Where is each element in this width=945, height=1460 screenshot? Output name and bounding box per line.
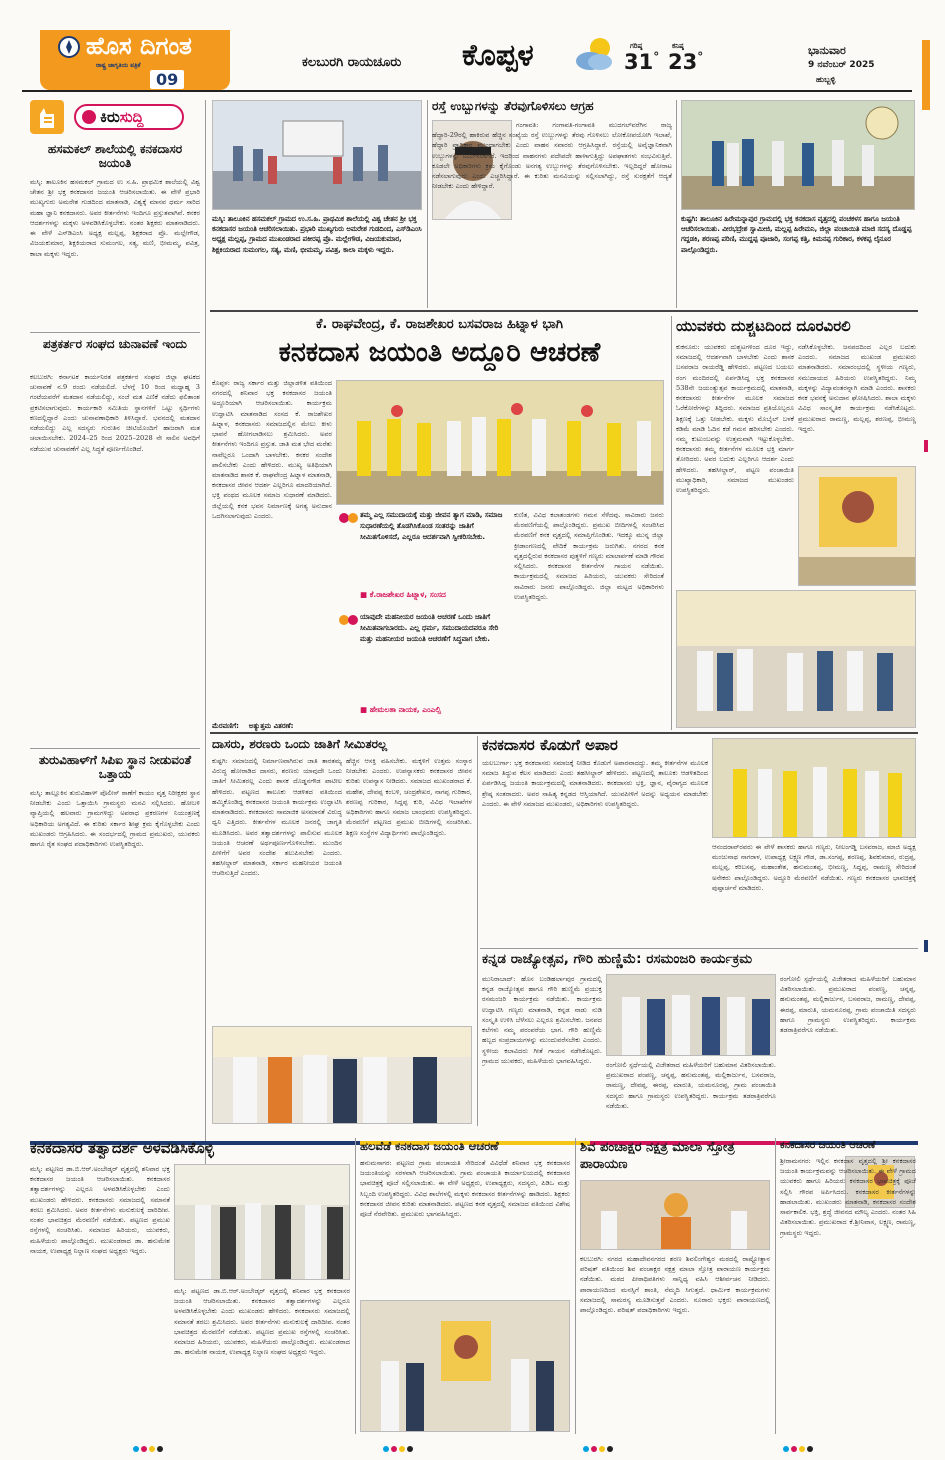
bottom-a-body: ಮಸ್ಕಿ: ಪಟ್ಟಣದ ಡಾ.ಬಿ.ಆರ್.ಅಂಬೇಡ್ಕರ್ ವೃತ್ತದಲ್ಲಿ ಶನಿವಾರ ಭಕ್ತ ಕನಕದಾಸರ ಜಯಂತಿ ಆಚರಿಸಲಾಯಿತು. ಕನಕದಾಸರ ತತ್ವಾದರ್ಶಗಳನ್ನು ಎಲ್ಲರೂ ಅಳವಡಿಸಿಕೊಳ್ಳಬೇಕು ಎಂದು ಮುಖಂಡರು ಹೇಳಿದರು. ಕನಕದಾಸರು ಸಮಾಜದಲ್ಲಿ ಸಮಾನತೆ ತರಲು ಶ್ರಮಿಸಿದರು. ಅವರ ಕೀರ್ತನೆಗಳು ಮನುಕುಲಕ್ಕೆ ದಾರಿದೀಪ. ನಂತರ ಭಾವಚಿತ್ರದ ಮೆರವಣಿಗೆ ನಡೆಯಿತು. ಪಟ್ಟಣದ ಪ್ರಮುಖ ರಸ್ತೆಗಳಲ್ಲಿ ಸಂಚರಿಸಿತು. ಸಮಾಜದ ಹಿರಿಯರು, ಯುವಕರು, ಮಹಿಳೆಯರು ಪಾಲ್ಗೊಂಡಿದ್ದರು. ಮುಖಂಡರಾದ ಡಾ. ಹನುಮೇಶ ನಾಯಕ, ಉಪಾಧ್ಯಕ್ಷ ನಿಲ್ದಾಣ ಸಂಘದ ಅಧ್ಯಕ್ಷರು ಇದ್ದರು. bbox=[30, 1165, 170, 1255]
masthead-rule bbox=[22, 90, 912, 92]
procession-label: ಮೆರವಣಿಗೆ: bbox=[212, 722, 239, 730]
column-divider bbox=[676, 100, 677, 308]
bottom-c-photo bbox=[580, 1180, 770, 1250]
bottom-b-body: ಹನುಮಸಾಗರ: ಪಟ್ಟಣದ ಗ್ರಾಮ ಪಂಚಾಯತಿ ಸೇರಿದಂತೆ ವಿವಿಧೆಡೆ ಶನಿವಾರ ಭಕ್ತ ಕನಕದಾಸರ ಜಯಂತಿಯನ್ನು ಸರಳವಾಗಿ ಆಚರಿಸಲಾಯಿತು. ಗ್ರಾಮ ಪಂಚಾಯತಿ ಕಾರ್ಯಾಲಯದಲ್ಲಿ ಕನಕದಾಸರ ಭಾವಚಿತ್ರಕ್ಕೆ ಪೂಜೆ ಸಲ್ಲಿಸಲಾಯಿತು. ಈ ವೇಳೆ ಅಧ್ಯಕ್ಷರು, ಉಪಾಧ್ಯಕ್ಷರು, ಸದಸ್ಯರು, ಪಿಡಿಒ ಮತ್ತು ಸಿಬ್ಬಂದಿ ಉಪಸ್ಥಿತರಿದ್ದರು. ವಿವಿಧ ಶಾಲೆಗಳಲ್ಲಿ ಮಕ್ಕಳು ಕನಕದಾಸರ ಕೀರ್ತನೆಗಳನ್ನು ಹಾಡಿದರು. ಶಿಕ್ಷಕರು ಕನಕದಾಸರ ಜೀವನ ಕುರಿತು ಮಾತನಾಡಿದರು. ಪಟ್ಟಣದ ಕನಕ ವೃತ್ತದಲ್ಲಿ ಸಮಾಜದ ವತಿಯಿಂದ ವಿಶೇಷ ಪೂಜೆ ನೆರವೇರಿತು. ಪ್ರಮುಖರು ಭಾಗವಹಿಸಿದ್ದರು. bbox=[360, 1159, 570, 1219]
bottom-a-title: ಕನಕದಾಸರ ತತ್ವಾದರ್ಶ ಅಳವಡಿಸಿಕೊಳ್ಳಿ bbox=[30, 1139, 214, 1157]
quote-1-byline: ■ ಕೆ.ರಾಜಶೇಖರ ಹಿಟ್ನಾಳ, ಸಂಸದ bbox=[360, 590, 446, 599]
region-list: ಕಲಬುರಗಿ ರಾಯಚೂರು bbox=[302, 55, 402, 70]
kirusuddi-story-3-title: ತುರುವಿಹಾಳ್‌ಗೆ ಸಿಪಿಐ ಸ್ಥಾನ ನೀಡುವಂತೆ ಒತ್ತಾಯ bbox=[38, 753, 192, 781]
logo-icon bbox=[58, 36, 80, 58]
lead-body-col3: ಕುಣಿತ, ವಿವಿಧ ಕಲಾತಂಡಗಳು ಗಮನ ಸೆಳೆದವು. ಸಾವಿರಾರು ಜನರು ಮೆರವಣಿಗೆಯಲ್ಲಿ ಪಾಲ್ಗೊಂಡಿದ್ದರು. ಪ್ರಮುಖ ಬೀದಿಗಳಲ್ಲಿ ಸಂಚರಿಸಿದ ಮೆರವಣಿಗೆ ಕನಕ ವೃತ್ತದಲ್ಲಿ ಸಮಾಪ್ತಿಗೊಂಡಿತು. ಇದಕ್ಕೂ ಮುನ್ನ ಜಿಲ್ಲಾ ಕ್ರೀಡಾಂಗಣದಲ್ಲಿ ವೇದಿಕೆ ಕಾರ್ಯಕ್ರಮ ಜರುಗಿತು. ನಗರದ ಕನಕ ವೃತ್ತದಲ್ಲಿರುವ ಕನಕದಾಸರ ಪುತ್ಥಳಿಗೆ ಗಣ್ಯರು ಮಾಲಾರ್ಪಣೆ ಮಾಡಿ ಗೌರವ ಸಲ್ಲಿಸಿದರು. ಕನಕದಾಸರ ಕೀರ್ತನೆಗಳ ಗಾಯನ ನಡೆಯಿತು. ಕಾರ್ಯಕ್ರಮದಲ್ಲಿ ಸಮಾಜದ ಹಿರಿಯರು, ಯುವಕರು ಸೇರಿದಂತೆ ಸಾವಿರಾರು ಜನರು ಪಾಲ್ಗೊಂಡಿದ್ದರು. ಜಿಲ್ಲಾ ಮಟ್ಟದ ಅಧಿಕಾರಿಗಳು ಉಪಸ್ಥಿತರಿದ್ದರು. bbox=[514, 511, 664, 601]
rajyotsava-story-body: ಮುನಿರಾಬಾದ್: ಹೊಸ ಬಂಡಿಹರ್ಲಾಪುರ ಗ್ರಾಮದಲ್ಲಿ ಕನ್ನಡ ರಾಜ್ಯೋತ್ಸವ ಹಾಗೂ ಗೌರಿ ಹುಣ್ಣಿಮೆ ಪ್ರಯುಕ್ತ ರಸಮಂಜರಿ ಕಾರ್ಯಕ್ರಮ ನಡೆಯಿತು. ಕಾರ್ಯಕ್ರಮ ಉದ್ಘಾಟಿಸಿ ಗಣ್ಯರು ಮಾತನಾಡಿ, ಕನ್ನಡ ನಾಡು ನುಡಿ ಸಂಸ್ಕೃತಿ ಉಳಿಸಿ ಬೆಳೆಸಲು ಎಲ್ಲರೂ ಶ್ರಮಿಸಬೇಕು. ಜನಪದ ಕಲೆಗಳು ನಮ್ಮ ಪರಂಪರೆಯ ಭಾಗ. ಗೌರಿ ಹುಣ್ಣಿಮೆ ಹಬ್ಬದ ಸಂಪ್ರದಾಯಗಳನ್ನು ಮುಂದುವರೆಸಬೇಕು ಎಂದರು. ಸ್ಥಳೀಯ ಕಲಾವಿದರು ಗೀತೆ ಗಾಯನ ನಡೆಸಿಕೊಟ್ಟರು. ಗ್ರಾಮದ ಯುವಕರು, ಮಹಿಳೆಯರು ಭಾಗವಹಿಸಿದ್ದರು. bbox=[482, 975, 602, 1065]
divider bbox=[30, 332, 200, 333]
column-divider bbox=[671, 316, 672, 730]
youth-crowd-photo bbox=[676, 590, 916, 728]
kirusuddi-header bbox=[30, 100, 200, 136]
school-photo bbox=[212, 100, 422, 210]
weekday: ಭಾನುವಾರ bbox=[808, 44, 846, 57]
weather-icon bbox=[572, 34, 618, 74]
issue-city: ಹುಬ್ಬಳ್ಳಿ bbox=[816, 75, 836, 84]
bottom-color-band bbox=[30, 1130, 918, 1134]
bottom-b-title: ಹಲವೆಡೆ ಕನಕದಾಸ ಜಯಂತಿ ಆಚರಣೆ bbox=[360, 1139, 499, 1153]
bottom-b-photo bbox=[360, 1300, 570, 1432]
kushtagi-photo bbox=[681, 100, 915, 210]
youth-story-body: ಕುಕನೂರು: ಯುವಕರು ದುಶ್ಚಟಗಳಿಂದ ದೂರ ಇದ್ದು, ಸಮಾಜದಲ್ಲಿ ಆದರ್ಶವಾಗಿ ಬಾಳಬೇಕು ಎಂದು ಶಾಸಕ ಬಸವರಾಜ ರಾಯರೆಡ್ಡಿ ಹೇಳಿದರು. ಪಟ್ಟಣದ ಬಯಲು ರಂಗ ಮಂದಿರದಲ್ಲಿ ಏರ್ಪಡಿಸಿದ್ದ ಭಕ್ತ ಕನಕದಾಸರ 538ನೇ ಜಯಂತ್ಯುತ್ಸವ ಕಾರ್ಯಕ್ರಮದಲ್ಲಿ ಮಾತನಾಡಿ, ಕನಕದಾಸರು ಕೀರ್ತನೆಗಳ ಮೂಲಕ ಸಮಾಜದ ಓರೆಕೋರೆಗಳನ್ನು ತಿದ್ದಿದರು. ಸಮಾಜದ ಪ್ರತಿಯೊಬ್ಬರೂ ಶಿಕ್ಷಣಕ್ಕೆ ಒತ್ತು ನೀಡಬೇಕು. ಮಕ್ಕಳು ಮೊಬೈಲ್ ಬಳಕೆ ಕಡಿಮೆ ಮಾಡಿ ಓದಿನ ಕಡೆ ಗಮನ ಹರಿಸಬೇಕು ಎಂದರು. ನಮ್ಮ ಕುಟುಂಬವನ್ನು ಉತ್ತಮವಾಗಿ ಇಟ್ಟುಕೊಳ್ಳಬೇಕು. ಕನಕದಾಸರು ತಮ್ಮ ಕೀರ್ತನೆಗಳ ಮೂಲಕ ಭಕ್ತಿ ಮಾರ್ಗ ತೋರಿದರು. ಅವರ ಬದುಕು ಎಲ್ಲರಿಗೂ ಆದರ್ಶ ಎಂದು ಹೇಳಿದರು. ತಹಸೀಲ್ದಾರ್, ಪಟ್ಟಣ ಪಂಚಾಯಿತಿ ಮುಖ್ಯಾಧಿಕಾರಿ, ಸಮಾಜದ ಮುಖಂಡರು ಉಪಸ್ಥಿತರಿದ್ದರು. bbox=[676, 343, 794, 495]
koduge-story-title: ಕನಕದಾಸರ ಕೊಡುಗೆ ಅಪಾರ bbox=[482, 736, 618, 754]
kirusuddi-label-2: ಸುದ್ದಿ bbox=[119, 108, 144, 126]
column-divider bbox=[355, 1138, 356, 1434]
brand-name: ಹೊಸ ದಿಗಂತ bbox=[86, 32, 192, 60]
bottom-c-body: ಕಲಬುರಗಿ: ನಗರದ ಮಹಾದೇವನಗರದ ಶರಣ ಶಿವಲಿಂಗೇಶ್ವರ ಮಠದಲ್ಲಿ ರಾಷ್ಟ್ರೋತ್ಥಾನ ಪರಿಷತ್ ವತಿಯಿಂದ ಶಿವ ಪಂಚಾಕ್ಷರ ನಕ್ಷತ್ರ ಮಾಲಾ ಸ್ತೋತ್ರ ಪಾರಾಯಣ ಕಾರ್ಯಕ್ರಮ ನಡೆಯಿತು. ಮಠದ ಪೀಠಾಧಿಪತಿಗಳು ಸಾನ್ನಿಧ್ಯ ವಹಿಸಿ ಆಶೀರ್ವಚನ ನೀಡಿದರು. ಪಾರಾಯಣದಿಂದ ಮನಸ್ಸಿಗೆ ಶಾಂತಿ, ನೆಮ್ಮದಿ ಸಿಗುತ್ತದೆ. ಧಾರ್ಮಿಕ ಕಾರ್ಯಕ್ರಮಗಳು ಸಮಾಜದಲ್ಲಿ ಸಾಮರಸ್ಯ ಮೂಡಿಸುತ್ತವೆ ಎಂದರು. ನೂರಾರು ಭಕ್ತರು ಪಾರಾಯಣದಲ್ಲಿ ಪಾಲ್ಗೊಂಡಿದ್ದರು. ಪರಿಷತ್ ಪದಾಧಿಕಾರಿಗಳು ಇದ್ದರು. bbox=[580, 1255, 770, 1315]
procession-subhead bbox=[212, 722, 502, 731]
dasaru-story-body: ಕುಷ್ಟಗಿ: ಸಮಾಜದಲ್ಲಿ ನಿರ್ಮಾಣವಾಗಿರುವ ಜಾತಿ ತಾರತಮ್ಯ ವಿರುದ್ಧ ಹೋರಾಡಿದ ದಾಸರು, ಶರಣರು ಯಾವುದೇ ಒಂದು ಜಾತಿಗೆ ಸೀಮಿತರಲ್ಲ ಎಂದು ಶಾಸಕ ದೊಡ್ಡನಗೌಡ ಪಾಟೀಲ ಹೇಳಿದರು. ಪಟ್ಟಣದ ತಾಲೂಕು ಆಡಳಿತದ ವತಿಯಿಂದ ಹಮ್ಮಿಕೊಂಡಿದ್ದ ಕನಕದಾಸರ ಜಯಂತಿ ಕಾರ್ಯಕ್ರಮ ಉದ್ಘಾಟಿಸಿ ಮಾತನಾಡಿದರು. ಕನಕದಾಸರು ಸಾಮಾಜಿಕ ಅಸಮಾನತೆ ವಿರುದ್ಧ ಧ್ವನಿ ಎತ್ತಿದರು. ಕೀರ್ತನೆಗಳ ಮೂಲಕ ಜನರಲ್ಲಿ ಜಾಗೃತಿ ಮೂಡಿಸಿದರು. ಅವರ ತತ್ವಾದರ್ಶಗಳನ್ನು ಪಾಲಿಸುವ ಮೂಲಕ ಜಯಂತಿ ಆಚರಣೆ ಅರ್ಥಪೂರ್ಣಗೊಳಿಸಬೇಕು. ಮುಂದಿನ ಪೀಳಿಗೆಗೆ ಅವರ ಸಂದೇಶ ತಲುಪಿಸಬೇಕು ಎಂದರು. ತಹಸೀಲ್ದಾರ್ ಮಾತನಾಡಿ, ಸರ್ಕಾರ ಮಹನೀಯರ ಜಯಂತಿ ಆಚರಿಸುತ್ತಿದೆ ಎಂದರು. bbox=[212, 757, 342, 878]
kirusuddi-story-3-body: ಮಸ್ಕಿ: ತಾಲ್ಲೂಕಿನ ತುರುವಿಹಾಳ್ ಪೊಲೀಸ್ ಠಾಣೆಗೆ ಕಾಯಂ ವೃತ್ತ ನಿರೀಕ್ಷಕರ ಸ್ಥಾನ ನೀಡಬೇಕು ಎಂದು ಒತ್ತಾಯಿಸಿ ಗ್ರಾಮಸ್ಥರು ಮನವಿ ಸಲ್ಲಿಸಿದರು. ಹೋಬಳಿ ವ್ಯಾಪ್ತಿಯಲ್ಲಿ ಹಲವಾರು ಗ್ರಾಮಗಳಿದ್ದು ಅಪರಾಧ ಪ್ರಕರಣಗಳ ನಿಯಂತ್ರಣಕ್ಕೆ ಅಧಿಕಾರಿಯ ಅಗತ್ಯವಿದೆ. ಈ ಕುರಿತು ಸರ್ಕಾರ ಶೀಘ್ರ ಕ್ರಮ ಕೈಗೊಳ್ಳಬೇಕು ಎಂದು ಮುಖಂಡರು ಆಗ್ರಹಿಸಿದರು. ಈ ಸಂದರ್ಭದಲ್ಲಿ ಗ್ರಾಮದ ಪ್ರಮುಖರು, ಯುವಕರು ಹಾಗೂ ರೈತ ಸಂಘದ ಪದಾಧಿಕಾರಿಗಳು ಉಪಸ್ಥಿತರಿದ್ದರು. bbox=[30, 789, 200, 849]
quote-1-author: ಕೆ.ರಾಜಶೇಖರ ಹಿಟ್ನಾಳ, ಸಂಸದ bbox=[369, 590, 446, 599]
lead-body-col1: ಕೊಪ್ಪಳ: ರಾಜ್ಯ ಸರ್ಕಾರ ಮತ್ತು ಜಿಲ್ಲಾಡಳಿತ ವತಿಯಿಂದ ನಗರದಲ್ಲಿ ಶನಿವಾರ ಭಕ್ತ ಕನಕದಾಸರ ಜಯಂತಿ ಅದ್ದೂರಿಯಾಗಿ ಆಚರಿಸಲಾಯಿತು. ಕಾರ್ಯಕ್ರಮ ಉದ್ಘಾಟಿಸಿ ಮಾತನಾಡಿದ ಸಂಸದ ಕೆ. ರಾಜಶೇಖರ ಹಿಟ್ನಾಳ, ಕನಕದಾಸರು ಸಮಾಜದಲ್ಲಿನ ಮೇಲು ಕೀಳು ಭಾವನೆ ಹೋಗಲಾಡಿಸಲು ಶ್ರಮಿಸಿದರು. ಅವರ ಕೀರ್ತನೆಗಳು ಇಂದಿಗೂ ಪ್ರಸ್ತುತ. ಜಾತಿ ಮತ ಭೇದ ಮರೆತು ನಾವೆಲ್ಲರೂ ಒಂದಾಗಿ ಬಾಳಬೇಕು. ಕನಕರ ಸಂದೇಶ ಪಾಲಿಸಬೇಕು ಎಂದು ಹೇಳಿದರು. ಮುಖ್ಯ ಅತಿಥಿಯಾಗಿ ಮಾತನಾಡಿದ ಶಾಸಕ ಕೆ. ರಾಘವೇಂದ್ರ ಹಿಟ್ನಾಳ ಮಾತನಾಡಿ, ಕನಕದಾಸರ ಜೀವನ ಆದರ್ಶ ಎಲ್ಲರಿಗೂ ಮಾದರಿಯಾಗಿದೆ. ಭಕ್ತಿ ಪಂಥದ ಮೂಲಕ ಸಮಾಜ ಸುಧಾರಣೆ ಮಾಡಿದರು. ಜಿಲ್ಲೆಯಲ್ಲಿ ಕನಕ ಭವನ ನಿರ್ಮಾಣಕ್ಕೆ ಅಗತ್ಯ ಅನುದಾನ ಒದಗಿಸಲಾಗುವುದು ಎಂದರು. bbox=[212, 379, 332, 520]
bottom-a-body-2: ಮಸ್ಕಿ: ಪಟ್ಟಣದ ಡಾ.ಬಿ.ಆರ್.ಅಂಬೇಡ್ಕರ್ ವೃತ್ತದಲ್ಲಿ ಶನಿವಾರ ಭಕ್ತ ಕನಕದಾಸರ ಜಯಂತಿ ಆಚರಿಸಲಾಯಿತು. ಕನಕದಾಸರ ತತ್ವಾದರ್ಶಗಳನ್ನು ಎಲ್ಲರೂ ಅಳವಡಿಸಿಕೊಳ್ಳಬೇಕು ಎಂದು ಮುಖಂಡರು ಹೇಳಿದರು. ಕನಕದಾಸರು ಸಮಾಜದಲ್ಲಿ ಸಮಾನತೆ ತರಲು ಶ್ರಮಿಸಿದರು. ಅವರ ಕೀರ್ತನೆಗಳು ಮನುಕುಲಕ್ಕೆ ದಾರಿದೀಪ. ನಂತರ ಭಾವಚಿತ್ರದ ಮೆರವಣಿಗೆ ನಡೆಯಿತು. ಪಟ್ಟಣದ ಪ್ರಮುಖ ರಸ್ತೆಗಳಲ್ಲಿ ಸಂಚರಿಸಿತು. ಸಮಾಜದ ಹಿರಿಯರು, ಯುವಕರು, ಮಹಿಳೆಯರು ಪಾಲ್ಗೊಂಡಿದ್ದರು. ಮುಖಂಡರಾದ ಡಾ. ಹನುಮೇಶ ನಾಯಕ, ಉಪಾಧ್ಯಕ್ಷ ನಿಲ್ದಾಣ ಸಂಘದ ಅಧ್ಯಕ್ಷರು ಇದ್ದರು. bbox=[174, 1287, 350, 1357]
school-photo-caption: ಮಸ್ಕಿ: ತಾಲೂಕಿನ ಹಸಮಕಲ್ ಗ್ರಾಮದ ಉ.ಸ.ಹಿ. ಪ್ರಾಥಮಿಕ ಶಾಲೆಯಲ್ಲಿ ವಿಶ್ವ ಚೇತನ ಶ್ರೀ ಭಕ್ತ ಕನಕದಾಸರ ಜಯಂತಿ ಆಚರಿಸಲಾಯಿತು. ಪ್ರಭಾರಿ ಮುಖ್ಯಗುರು ಅಮರೇಶ ಗುಡದಿಂದ, ಎಸ್‌ಡಿಎಂಸಿ ಅಧ್ಯಕ್ಷ ಮಲ್ಲಪ್ಪ, ಗ್ರಾಮದ ಮುಖಂಡರಾದ ಪಕೀರಪ್ಪ ಪ್ರೊ. ಮಲ್ಲೇಗೌಡ, ವಿಜಯಕುಮಾರ, ಶಿಕ್ಷಕಿಯರಾದ ಸುಮಂಗಲ, ಸತ್ಯ, ಮಣಿ, ಭೀಮಮ್ಮ, ಪವಿತ್ರ, ಕಾಲಾ ಮಕ್ಕಳು ಇದ್ದರು. bbox=[212, 215, 422, 254]
youth-stage-photo bbox=[798, 466, 916, 586]
youth-story-body-2: ನಡೆಸಿಕೊಳ್ಳಬೇಕು. ಜನಪದದಿಂದ ಎಲ್ಲರ ಬದುಕು ಎಂದರು. ಸಮಾಜದ ಮುಖಂಡ ಪ್ರಮುಖರು ಮಾತನಾಡಿದರು. ಸಮಾರಂಭದಲ್ಲಿ ಸ್ಥಳೀಯ ಗಣ್ಯರು, ಸಮುದಾಯದ ಹಿರಿಯರು ಉಪಸ್ಥಿತರಿದ್ದರು. ನಿಮ್ಮ ಮಕ್ಕಳನ್ನು ವಿದ್ಯಾವಂತರನ್ನಾಗಿ ಮಾಡಿ ಎಂದರು. ಶಾಸಕರು ಕನಕ ಭವನಕ್ಕೆ ಅನುದಾನ ಘೋಷಿಸಿದರು. ಶಾಲಾ ಮಕ್ಕಳು ವಿವಿಧ ಸಾಂಸ್ಕೃತಿಕ ಕಾರ್ಯಕ್ರಮ ನಡೆಸಿಕೊಟ್ಟರು. ಪ್ರಮುಖರಾದ ರಾಮಣ್ಣ, ಮಲ್ಲಪ್ಪ, ಶರಣಪ್ಪ, ಭೀಮಣ್ಣ ಇದ್ದರು. bbox=[798, 343, 916, 433]
dasaru-photo bbox=[212, 1026, 472, 1124]
issue-date: 9 ನವೆಂಬರ್ 2025 bbox=[808, 60, 875, 70]
min-temp-label: ಕನಿಷ್ಠ bbox=[672, 42, 684, 50]
koduge-story-body-2: ಆನಂದರಾವ್‌ರವರು ಈ ವೇಳೆ ಶಾಸಕರು ಹಾಗೂ ಗಣ್ಯರು, ನೀಲಂಗಡ್ಡಿ ಬಸವರಾಜ, ಮಾಜಿ ಅಧ್ಯಕ್ಷ ಮಂಜುನಾಥ ನಾಗರಾಳ, ಉಪಾಧ್ಯಕ್ಷ ಲಕ್ಷ್ಮಣ ಗೌಡ, ಡಾ.ಸಂಗಪ್ಪ, ಶರಣಪ್ಪ, ಶಿವಕುಮಾರ, ರುದ್ರಪ್ಪ, ಮಲ್ಲಪ್ಪ, ಕರಿಬಸಪ್ಪ, ಮಹಾಂತೇಶ, ಹನುಮಂತಪ್ಪ, ಭೀಮಣ್ಣ, ಸಿದ್ದಪ್ಪ, ರಾಮಣ್ಣ ಸೇರಿದಂತೆ ಅನೇಕರು ಪಾಲ್ಗೊಂಡಿದ್ದರು. ಅದ್ದೂರಿ ಮೆರವಣಿಗೆ ನಡೆಯಿತು. ಗಣ್ಯರು ಕನಕದಾಸರ ಭಾವಚಿತ್ರಕ್ಕೆ ಪುಷ್ಪಾರ್ಚನೆ ಮಾಡಿದರು. bbox=[712, 843, 916, 892]
youth-story-title: ಯುವಕರು ದುಶ್ಚಟದಿಂದ ದೂರವಿರಲಿ bbox=[676, 317, 851, 335]
brand-tagline: ರಾಷ್ಟ್ರ ಜಾಗೃತಿಯ ಪತ್ರಿಕೆ bbox=[96, 62, 141, 69]
quote-1-icon bbox=[338, 510, 358, 532]
kirusuddi-dot bbox=[82, 110, 96, 124]
koduge-story-body: ಯಲಬುರ್ಗಾ: ಭಕ್ತ ಕನಕದಾಸರು ಸಮಾಜಕ್ಕೆ ನೀಡಿದ ಕೊಡುಗೆ ಅಪಾರವಾದದ್ದು. ತಮ್ಮ ಕೀರ್ತನೆಗಳ ಮೂಲಕ ಸಮಾಜ ತಿದ್ದುವ ಕೆಲಸ ಮಾಡಿದರು ಎಂದು ತಹಸೀಲ್ದಾರ್ ಹೇಳಿದರು. ಪಟ್ಟಣದಲ್ಲಿ ತಾಲೂಕು ಆಡಳಿತದಿಂದ ಏರ್ಪಡಿಸಿದ್ದ ಜಯಂತಿ ಕಾರ್ಯಕ್ರಮದಲ್ಲಿ ಮಾತನಾಡಿದರು. ಕನಕದಾಸರು ಭಕ್ತಿ, ಜ್ಞಾನ, ವೈರಾಗ್ಯದ ಮೂಲಕ ಶ್ರೇಷ್ಠ ಸಂತರಾದರು. ಅವರ ಸಾಹಿತ್ಯ ಕನ್ನಡದ ಆಸ್ತಿಯಾಗಿದೆ. ಯುವಪೀಳಿಗೆ ಅದನ್ನು ಅಧ್ಯಯನ ಮಾಡಬೇಕು ಎಂದರು. ಈ ವೇಳೆ ಸಮಾಜದ ಮುಖಂಡರು, ಅಧಿಕಾರಿಗಳು ಉಪಸ್ಥಿತರಿದ್ದರು. bbox=[482, 759, 708, 808]
degree-sign: ° bbox=[653, 50, 660, 64]
award-label: ಅತ್ಯುತ್ತಮ ವಿತರಣೆ: bbox=[248, 722, 294, 730]
divider bbox=[210, 732, 918, 734]
dasaru-story-title: ದಾಸರು, ಶರಣರು ಒಂದು ಜಾತಿಗೆ ಸೀಮಿತರಲ್ಲ bbox=[212, 737, 388, 751]
column-divider bbox=[477, 736, 478, 1126]
column-divider bbox=[775, 1138, 776, 1434]
registration-marks bbox=[130, 1440, 945, 1452]
quote-2-byline: ■ ಹೇಮಲತಾ ನಾಯಕ, ಎಂಎಲ್ಸಿ bbox=[360, 705, 441, 714]
rajyotsava-story-body-2: ರಂಗೋಲಿ ಸ್ಪರ್ಧೆಯಲ್ಲಿ ವಿಜೇತರಾದ ಮಹಿಳೆಯರಿಗೆ ಬಹುಮಾನ ವಿತರಿಸಲಾಯಿತು. ಪ್ರಮುಖರಾದ ಪಂಪಣ್ಣ, ಚನ್ನಪ್ಪ, ಹನುಮಂತಪ್ಪ, ಮಲ್ಲಿಕಾರ್ಜುನ, ಬಸವರಾಜ, ರಾಮಣ್ಣ, ದೇವಪ್ಪ, ಈರಪ್ಪ, ಮಾರುತಿ, ಯಮನೂರಪ್ಪ, ಗ್ರಾಮ ಪಂಚಾಯಿತಿ ಸದಸ್ಯರು ಹಾಗೂ ಗ್ರಾಮಸ್ಥರು ಉಪಸ್ಥಿತರಿದ್ದರು. ಕಾರ್ಯಕ್ರಮ ತಡರಾತ್ರಿವರೆಗೂ ನಡೆಯಿತು. bbox=[606, 1061, 776, 1110]
quote-2-author: ಹೇಮಲತಾ ನಾಯಕ, ಎಂಎಲ್ಸಿ bbox=[369, 705, 441, 714]
bottom-d-title: ಕನಕದಾಸರ ಜಯಂತಿ ಆಚರಣೆ bbox=[780, 1140, 876, 1151]
quote-2-text: ಯಾವುದೇ ಮಹನೀಯರ ಜಯಂತಿ ಆಚರಣೆ ಒಂದು ಜಾತಿಗೆ ಸೀಮಿತವಾಗಬಾರದು. ಎಲ್ಲ ಧರ್ಮ, ಸಮುದಾಯದವರೂ ಸೇರಿ ಮತ್ತು ಮಹನೀಯರ ಜಯಂತಿ ಆಚರಣೆಗೆ ಸಿದ್ಧವಾಗ ಬೇಕು. bbox=[360, 613, 499, 643]
kushtagi-photo-caption: ಕುಷ್ಟಗಿ: ತಾಲೂಕಿನ ಹಿರೇಮನ್ನಾಪುರ ಗ್ರಾಮದಲ್ಲಿ ಭಕ್ತ ಕನಕದಾಸ ವೃತ್ತದಲ್ಲಿ ಪಂಚಕಳಸ ಹಾಗೂ ಜಯಂತಿ ಆಚರಿಸಲಾಯಿತು. ವೀರಭದ್ರೇಶ ಸ್ವಾಮೀಜಿ, ಮಲ್ಲಪ್ಪ ಹಿರೇಮನಿ, ಜಿಲ್ಲಾ ಪಂಚಾಯಿತಿ ಮಾಜಿ ಸದಸ್ಯ ದೊಡ್ಡಪ್ಪ ಗದ್ದಡಕಿ, ಶರಣಪ್ಪ ಪರಿಣಿ, ಮುದ್ದಪ್ಪ ಪೂಜಾರಿ, ಸಂಗಪ್ಪ ಕತ್ತಿ, ಕಿಮನಪ್ಪ ಗುರಿಕಾರ, ಕಳಕಪ್ಪ ಲೈನೂರ ಪಾಲ್ಗೊಂಡಿದ್ದರು. bbox=[681, 215, 912, 254]
column-divider bbox=[427, 100, 428, 308]
kirusuddi-story-2-body: ಕಲಬುರಗಿ: ಕರ್ನಾಟಕ ಕಾರ್ಯನಿರತ ಪತ್ರಕರ್ತರ ಸಂಘದ ಜಿಲ್ಲಾ ಘಟಕದ ಚುನಾವಣೆ ನ.9 ರಂದು ನಡೆಯಲಿದೆ. ಬೆಳಗ್ಗೆ 10 ರಿಂದ ಮಧ್ಯಾಹ್ನ 3 ಗಂಟೆಯವರೆಗೆ ಮತದಾನ ನಡೆಯಲಿದ್ದು, ಸಂಜೆ ಮತ ಎಣಿಕೆ ನಡೆದು ಫಲಿತಾಂಶ ಪ್ರಕಟಿಸಲಾಗುವುದು. ಕಾರ್ಯಕಾರಿ ಸಮಿತಿಯ ಸ್ಥಾನಗಳಿಗೆ ಒಟ್ಟು ಸ್ಪರ್ಧಿಗಳು ಕಣದಲ್ಲಿದ್ದಾರೆ ಎಂದು ಚುನಾವಣಾಧಿಕಾರಿ ತಿಳಿಸಿದ್ದಾರೆ. ಭವನದಲ್ಲಿ ಮತದಾನ ನಡೆಯಲಿದ್ದು ಎಲ್ಲ ಸದಸ್ಯರು ಗುರುತಿನ ಚೀಟಿಯೊಂದಿಗೆ ಹಾಜರಾಗಿ ಮತ ಚಲಾಯಿಸಬೇಕು. 2024–25 ರಿಂದ 2025–2028 ನೇ ಸಾಲಿನ ಅವಧಿಗೆ ನಡೆಯುವ ಚುನಾವಣೆಗೆ ಎಲ್ಲ ಸಿದ್ಧತೆ ಪೂರ್ಣಗೊಂಡಿದೆ. bbox=[30, 373, 200, 453]
quote-2-icon bbox=[338, 612, 358, 634]
column-divider bbox=[205, 100, 206, 1228]
brand-tab bbox=[40, 30, 230, 90]
kirusuddi-label bbox=[100, 108, 144, 126]
page-number: 09 bbox=[150, 70, 184, 89]
rajyotsava-story-title: ಕನ್ನಡ ರಾಜ್ಯೋತ್ಸವ, ಗೌರಿ ಹುಣ್ಣಿಮೆ: ರಸಮಂಜರಿ ಕಾರ್ಯಕ್ರಮ bbox=[482, 951, 753, 967]
bottom-d-body: ಶ್ರೀರಾಮನಗರ: ಇಲ್ಲಿನ ಕನಕದಾಸ ವೃತ್ತದಲ್ಲಿ ಶ್ರೀ ಕನಕದಾಸರ ಜಯಂತಿ ಕಾರ್ಯಕ್ರಮವನ್ನು ಆಚರಿಸಲಾಯಿತು. ಈ ವೇಳೆ ಗ್ರಾಮದ ಯುವಕರು ಹಾಗೂ ಹಿರಿಯರು ಕನಕದಾಸರ ಭಾವಚಿತ್ರಕ್ಕೆ ಪೂಜೆ ಸಲ್ಲಿಸಿ ಗೌರವ ಅರ್ಪಿಸಿದರು. ಕನಕದಾಸರ ಕೀರ್ತನೆಗಳನ್ನು ಹಾಡಲಾಯಿತು. ಮುಖಂಡರು ಮಾತನಾಡಿ, ಕನಕದಾಸರ ಸಂದೇಶ ಸಾರ್ವಕಾಲಿಕ. ಭಕ್ತಿ, ಶ್ರದ್ಧೆ ಜೀವನದ ಮೌಲ್ಯ ಎಂದರು. ನಂತರ ಸಿಹಿ ವಿತರಿಸಲಾಯಿತು. ಪ್ರಮುಖರಾದ ಕೆ.ಶ್ರೀನಿವಾಸ, ಲಕ್ಷ್ಮಣ, ರಾಮಣ್ಣ, ಗ್ರಾಮಸ್ಥರು ಇದ್ದರು. bbox=[780, 1157, 916, 1237]
max-temp-value: 31 bbox=[624, 50, 654, 74]
quote-1-text: ತಮ್ಮ ಎಲ್ಲ ಸಮುದಾಯಕ್ಕೆ ಮತ್ತು ಜೀವನ ತ್ಯಾಗ ಮಾಡಿ, ಸಮಾಜ ಸುಧಾರಣೆಯಲ್ಲಿ ತೊಡಗಿಸಿಕೊಂಡ ಸಂತರನ್ನು ಜಾತಿಗೆ ಸೀಮಿತಗೊಳಿಸದೆ, ಎಲ್ಲರೂ ಆದರ್ಶವಾಗಿ ಸ್ವೀಕರಿಸಬೇಕು. bbox=[360, 511, 503, 541]
min-temp bbox=[668, 50, 703, 74]
bottom-c-title: ಶಿವ ಪಂಚಾಕ್ಷರ ನಕ್ಷತ್ರ ಮಾಲಾ ಸ್ತೋತ್ರ ಪಾರಾಯಣ bbox=[580, 1140, 735, 1172]
bottom-a-photo bbox=[174, 1164, 350, 1280]
lead-kicker: ಕೆ. ರಾಘವೇಂದ್ರ, ಕೆ. ರಾಜಶೇಖರ ಬಸವರಾಜ ಹಿಟ್ನಾಳ ಭಾಗಿ bbox=[316, 317, 563, 332]
degree-sign: ° bbox=[697, 50, 704, 64]
min-temp-value: 23 bbox=[668, 50, 698, 74]
divider bbox=[30, 748, 200, 749]
rajyotsava-photo bbox=[606, 974, 776, 1056]
procession-photo bbox=[336, 380, 664, 505]
column-divider bbox=[575, 1138, 576, 1434]
kirusuddi-story-1-body: ಮಸ್ಕಿ: ತಾಲೂಕಿನ ಹಸಮಕಲ್ ಗ್ರಾಮದ ಉ ಸ.ಹಿ. ಪ್ರಾಥಮಿಕ ಶಾಲೆಯಲ್ಲಿ ವಿಶ್ವ ಚೇತನ ಶ್ರೀ ಭಕ್ತ ಕನಕದಾಸರ ಜಯಂತಿ ಆಚರಿಸಲಾಯಿತು. ಈ ವೇಳೆ ಪ್ರಭಾರಿ ಮುಖ್ಯಗುರು ಅಮರೇಶ ಗುಡದಿಂದ ಮಾತನಾಡಿ, ವಿಶ್ವಕ್ಕೆ ಮಾನವ ಧರ್ಮ ಸಾರಿದ ಮಹಾ ಜ್ಞಾನಿ ಕನಕದಾಸರು. ಅವರ ಕೀರ್ತನೆಗಳು ಇಂದಿಗೂ ಪ್ರಸ್ತುತವಾಗಿವೆ. ಕನಕರ ಆದರ್ಶಗಳನ್ನು ಮಕ್ಕಳು ಅಳವಡಿಸಿಕೊಳ್ಳಬೇಕು. ನಂತರ ಶಿಕ್ಷಕರು ಮಾತನಾಡಿದರು. ಈ ವೇಳೆ ಎಸ್‌ಡಿಎಂಸಿ ಅಧ್ಯಕ್ಷ ಮಲ್ಲಪ್ಪ, ಶಿಕ್ಷಕರಾದ ಪ್ರೊ. ಮಲ್ಲೇಗೌಡ, ವಿಜಯಕುಮಾರ, ಶಿಕ್ಷಕಿಯರಾದ ಸುಮಂಗಲ, ಸತ್ಯ, ಮಣಿ, ಭೀಮಮ್ಮ, ಪವಿತ್ರ, ಕಾಲಾ ಮಕ್ಕಳು ಇದ್ದರು. bbox=[30, 178, 200, 258]
road-story-title: ರಸ್ತೆ ಉಬ್ಬುಗಳನ್ನು ತೆರವುಗೊಳಿಸಲು ಆಗ್ರಹ bbox=[432, 99, 594, 113]
road-story-body: ಗಂಗಾವತಿ: ಗಂಗಾವತಿ-ಗಂಗಾವತಿ ಮುದಗಲ್‌ವರೆಗಿನ ರಾಜ್ಯ ಹೆದ್ದಾರಿ-29ರಲ್ಲಿ ಹಾಕಿರುವ ಹೆಚ್ಚಿನ ಸಂಖ್ಯೆಯ ರಸ್ತೆ ಉಬ್ಬುಗಳನ್ನು ತೆರವು ಗೊಳಿಸಲು ಲೋಕೋಪಯೋಗಿ ಇಲಾಖೆ, ಹೆದ್ದಾರಿ ಪ್ರಾಧಿಕಾರ ಮುಂದಾಗಬೇಕು ಎಂದು ವಾಹನ ಸವಾರರು ಆಗ್ರಹಿಸಿದ್ದಾರೆ. ರಸ್ತೆಯಲ್ಲಿ ಅವೈಜ್ಞಾನಿಕವಾಗಿ ಉಬ್ಬುಗಳನ್ನು ನಿರ್ಮಿಸಲಾಗಿದೆ. ಇದರಿಂದ ವಾಹನಗಳು ಪದೇಪದೇ ಹಾಳಾಗುತ್ತಿದ್ದು ಅಪಘಾತಗಳು ಸಂಭವಿಸುತ್ತಿವೆ. ಕೂಡಲೇ ಅಧಿಕಾರಿಗಳು ಕ್ರಮ ಕೈಗೊಂಡು ಅನಗತ್ಯ ಉಬ್ಬುಗಳನ್ನು ತೆರವುಗೊಳಿಸಬೇಕು. ಇಲ್ಲದಿದ್ದರೆ ಹೋರಾಟ ನಡೆಸಲಾಗುವುದು ಎಂದು ಎಚ್ಚರಿಸಿದ್ದಾರೆ. ಈ ಕುರಿತು ಮನವಿಯನ್ನು ಸಲ್ಲಿಸಲಾಗಿದ್ದು, ರಸ್ತೆ ಸುರಕ್ಷತೆಗೆ ಆದ್ಯತೆ ನೀಡಬೇಕು ಎಂದು ಹೇಳಿದ್ದಾರೆ. bbox=[432, 121, 672, 191]
kirusuddi-story-1-title: ಹಸಮಕಲ್ ಶಾಲೆಯಲ್ಲಿ ಕನಕದಾಸರ ಜಯಂತಿ bbox=[47, 142, 183, 170]
kirusuddi-label-1: ಕಿರು bbox=[100, 108, 120, 126]
max-temp bbox=[624, 50, 659, 74]
hand-icon bbox=[30, 100, 64, 134]
lead-headline: ಕನಕದಾಸ ಜಯಂತಿ ಅದ್ದೂರಿ ಆಚರಣೆ bbox=[278, 337, 601, 368]
divider bbox=[480, 948, 918, 949]
divider bbox=[210, 310, 918, 312]
dasaru-story-body-2: ಹೆಚ್ಚಿನ ಆಸಕ್ತಿ ವಹಿಸಬೇಕು. ಮಕ್ಕಳಿಗೆ ಉತ್ತಮ ಸಂಸ್ಕಾರ ನೀಡಬೇಕು ಎಂದರು. ಉಪನ್ಯಾಸಕರು ಕನಕದಾಸರ ಜೀವನ ಕುರಿತು ಉಪನ್ಯಾಸ ನೀಡಿದರು. ಸಮಾಜದ ಮುಖಂಡರಾದ ಕೆ. ಮಹೇಶ, ದೇವಪ್ಪ ಕಂಬಳಿ, ಚಂದ್ರಶೇಖರ, ನಾಗಪ್ಪ ಗುರಿಕಾರ, ಶರಣಪ್ಪ ಗುರಿಕಾರ, ಸಿದ್ದಪ್ಪ ಕುರಿ, ವಿವಿಧ ಇಲಾಖೆಗಳ ಅಧಿಕಾರಿಗಳು ಹಾಗೂ ಸಮಾಜ ಬಾಂಧವರು ಉಪಸ್ಥಿತರಿದ್ದರು. ಮೆರವಣಿಗೆ ಪಟ್ಟಣದ ಪ್ರಮುಖ ಬೀದಿಗಳಲ್ಲಿ ಸಂಚರಿಸಿತು. ಶಿಕ್ಷಣ ಸಂಸ್ಥೆಗಳ ವಿದ್ಯಾರ್ಥಿಗಳು ಪಾಲ್ಗೊಂಡಿದ್ದರು. bbox=[346, 757, 472, 837]
koduge-photo bbox=[712, 738, 916, 838]
masthead bbox=[0, 0, 945, 92]
max-temp-label: ಗರಿಷ್ಠ bbox=[630, 42, 643, 50]
kirusuddi-story-2-title: ಪತ್ರಕರ್ತರ ಸಂಘದ ಚುನಾವಣೆ ಇಂದು bbox=[43, 337, 187, 351]
margin-strip bbox=[920, 40, 932, 1430]
rajyotsava-story-body-3: ರಂಗೋಲಿ ಸ್ಪರ್ಧೆಯಲ್ಲಿ ವಿಜೇತರಾದ ಮಹಿಳೆಯರಿಗೆ ಬಹುಮಾನ ವಿತರಿಸಲಾಯಿತು. ಪ್ರಮುಖರಾದ ಪಂಪಣ್ಣ, ಚನ್ನಪ್ಪ, ಹನುಮಂತಪ್ಪ, ಮಲ್ಲಿಕಾರ್ಜುನ, ಬಸವರಾಜ, ರಾಮಣ್ಣ, ದೇವಪ್ಪ, ಈರಪ್ಪ, ಮಾರುತಿ, ಯಮನೂರಪ್ಪ, ಗ್ರಾಮ ಪಂಚಾಯಿತಿ ಸದಸ್ಯರು ಹಾಗೂ ಗ್ರಾಮಸ್ಥರು ಉಪಸ್ಥಿತರಿದ್ದರು. ಕಾರ್ಯಕ್ರಮ ತಡರಾತ್ರಿವರೆಗೂ ನಡೆಯಿತು. bbox=[780, 975, 916, 1035]
edition-name: ಕೊಪ್ಪಳ bbox=[462, 38, 534, 73]
